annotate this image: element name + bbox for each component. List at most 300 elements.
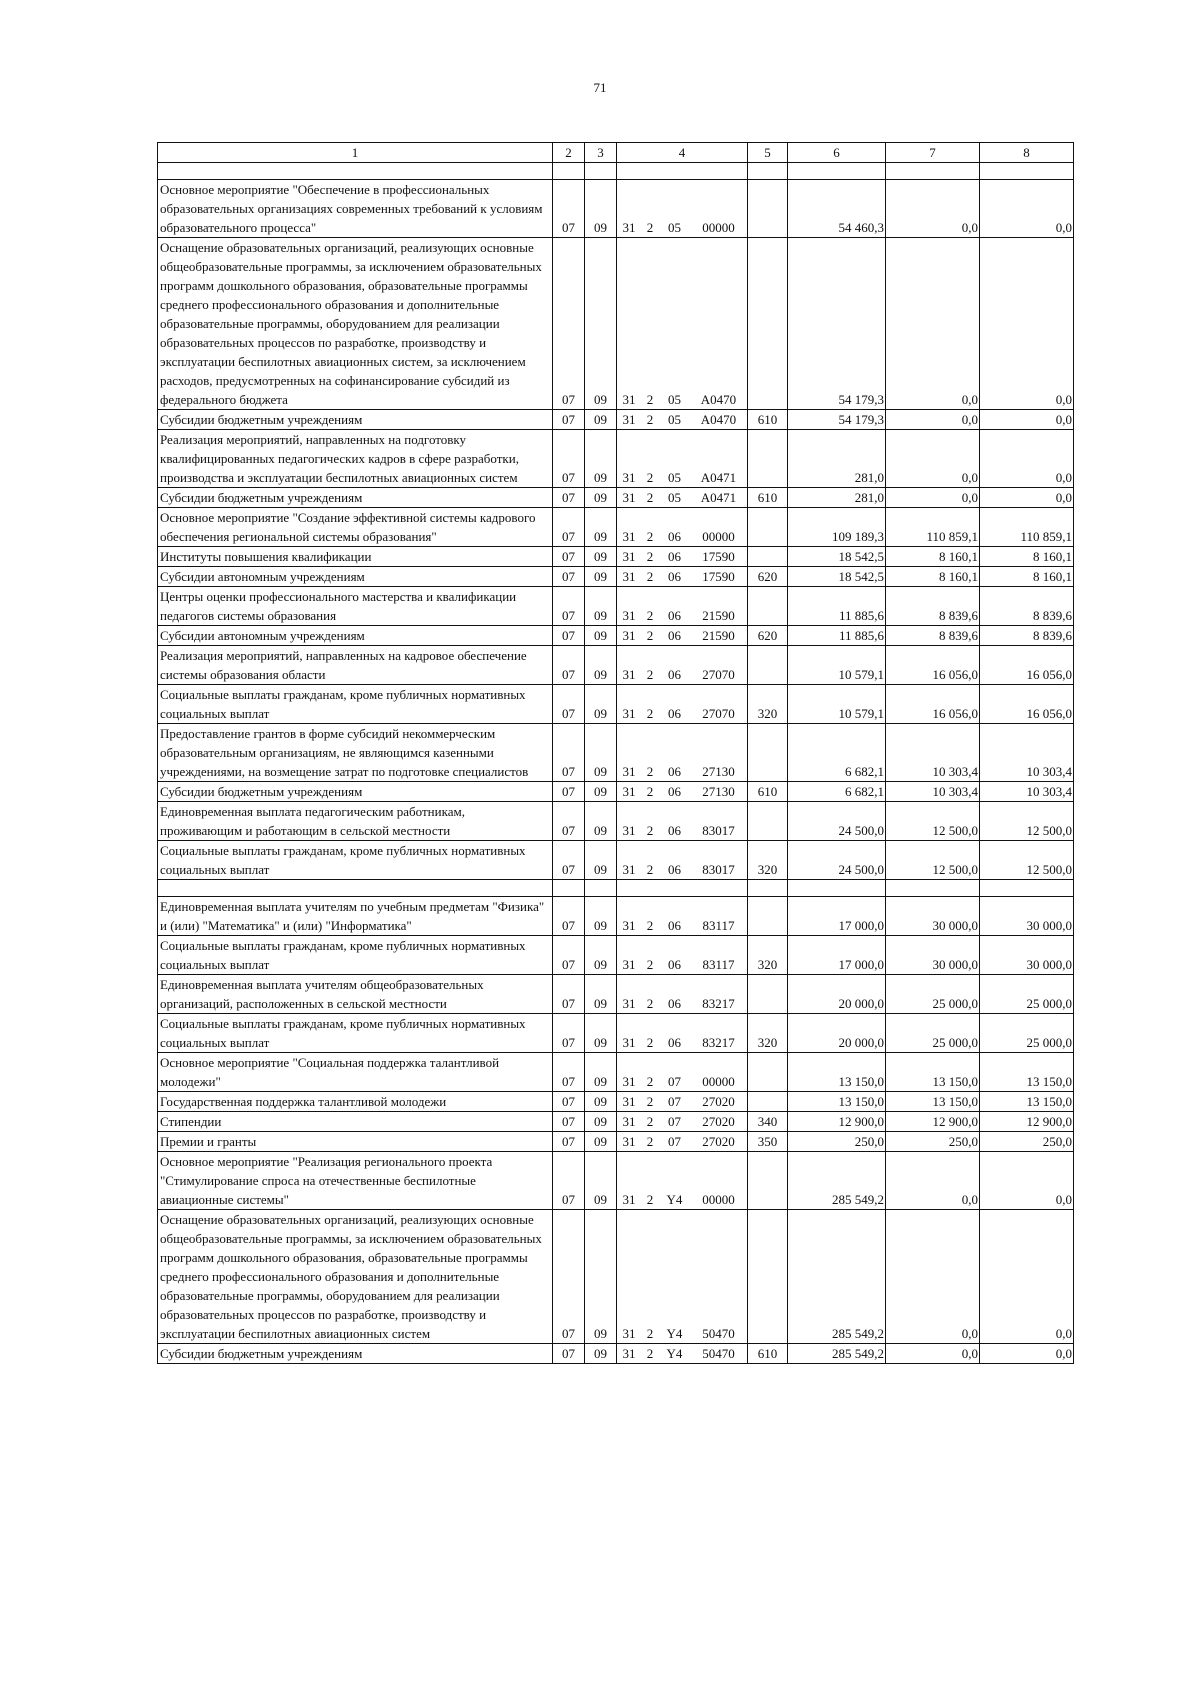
code-part-k2: 2 [646, 1326, 654, 1341]
column-header: 6 [788, 143, 886, 163]
table-row [158, 1014, 1074, 1053]
table-row [158, 975, 1074, 1014]
amount-col-6: 17 000,0 [788, 936, 886, 975]
code-part-k4: 00000 [702, 1192, 735, 1207]
target-article-code [617, 685, 748, 724]
amount-col-7: 13 150,0 [886, 1092, 980, 1112]
code-part-k2: 2 [646, 1074, 654, 1089]
row-name: Субсидии бюджетным учреждениям [158, 488, 553, 508]
code-part-k1: 31 [622, 1074, 636, 1089]
target-article-code [617, 975, 748, 1014]
target-article-code [617, 567, 748, 587]
amount-col-6: 281,0 [788, 488, 886, 508]
section-code: 07 [553, 1053, 585, 1092]
amount-col-8: 8 839,6 [980, 587, 1074, 626]
column-header: 4 [617, 143, 748, 163]
code-part-k1: 31 [622, 1326, 636, 1341]
budget-table [157, 142, 1074, 1364]
code-part-k3: 05 [668, 392, 681, 407]
code-part-k1: 31 [622, 823, 636, 838]
expense-type-code [748, 587, 788, 626]
amount-col-6: 285 549,2 [788, 1344, 886, 1364]
target-article-code [617, 508, 748, 547]
spacer-row [158, 880, 1074, 897]
row-name: Государственная поддержка талантливой молодежи [158, 1092, 553, 1112]
amount-col-8: 8 839,6 [980, 626, 1074, 646]
code-part-k3: 06 [668, 569, 681, 584]
code-part-k2: 2 [646, 470, 654, 485]
code-part-k2: 2 [646, 918, 654, 933]
code-part-k2: 2 [646, 1094, 654, 1109]
table-row [158, 1092, 1074, 1112]
amount-col-8: 0,0 [980, 430, 1074, 488]
row-name: Субсидии автономным учреждениям [158, 567, 553, 587]
column-header: 8 [980, 143, 1074, 163]
subsection-code: 09 [585, 567, 617, 587]
expense-type-code: 320 [748, 936, 788, 975]
target-article-code [617, 1344, 748, 1364]
amount-col-8: 0,0 [980, 1152, 1074, 1210]
code-part-k1: 31 [622, 392, 636, 407]
table-row [158, 238, 1074, 410]
code-part-k3: 05 [668, 490, 681, 505]
row-name: Премии и гранты [158, 1132, 553, 1152]
expense-type-code [748, 508, 788, 547]
table-row [158, 841, 1074, 880]
code-part-k1: 31 [622, 608, 636, 623]
amount-col-6: 285 549,2 [788, 1210, 886, 1344]
code-part-k1: 31 [622, 490, 636, 505]
code-part-k1: 31 [622, 1192, 636, 1207]
code-part-k3: 06 [668, 667, 681, 682]
expense-type-code [748, 547, 788, 567]
table-row [158, 410, 1074, 430]
code-part-k2: 2 [646, 1346, 654, 1361]
amount-col-8: 25 000,0 [980, 975, 1074, 1014]
amount-col-8: 250,0 [980, 1132, 1074, 1152]
code-part-k3: 06 [668, 784, 681, 799]
target-article-code [617, 724, 748, 782]
amount-col-6: 24 500,0 [788, 802, 886, 841]
section-code: 07 [553, 587, 585, 626]
code-part-k2: 2 [646, 490, 654, 505]
amount-col-6: 12 900,0 [788, 1112, 886, 1132]
column-header: 1 [158, 143, 553, 163]
row-name: Основное мероприятие "Создание эффективной системы кадрового обеспечения региональной системы образования" [158, 508, 553, 547]
subsection-code: 09 [585, 975, 617, 1014]
amount-col-7: 110 859,1 [886, 508, 980, 547]
subsection-code: 09 [585, 1014, 617, 1053]
column-header: 3 [585, 143, 617, 163]
subsection-code: 09 [585, 430, 617, 488]
amount-col-7: 10 303,4 [886, 782, 980, 802]
spacer-row [158, 163, 1074, 180]
amount-col-6: 20 000,0 [788, 975, 886, 1014]
code-part-k2: 2 [646, 549, 654, 564]
table-row [158, 897, 1074, 936]
code-part-k4: 17590 [702, 549, 735, 564]
row-name: Центры оценки профессионального мастерства и квалификации педагогов системы образования [158, 587, 553, 626]
amount-col-7: 10 303,4 [886, 724, 980, 782]
section-code: 07 [553, 410, 585, 430]
subsection-code: 09 [585, 410, 617, 430]
row-name: Оснащение образовательных организаций, реализующих основные общеобразовательные программы, за исключением образовательных программ дошкольного образования, образовательные программы среднего профессионального образования и дополнительные образовательные программы, оборудованием для реализации образовательных процессов по разработке, производству и эксплуатации беспилотных авиационных систем, за исключением расходов, предусмотренных на софинансирование субсидий из федерального бюджета [158, 238, 553, 410]
amount-col-7: 0,0 [886, 180, 980, 238]
amount-col-7: 8 839,6 [886, 626, 980, 646]
amount-col-6: 54 179,3 [788, 410, 886, 430]
table-row [158, 936, 1074, 975]
section-code: 07 [553, 841, 585, 880]
row-name: Социальные выплаты гражданам, кроме публичных нормативных социальных выплат [158, 1014, 553, 1053]
code-part-k3: 06 [668, 918, 681, 933]
table-row [158, 1210, 1074, 1344]
code-part-k4: 00000 [702, 1074, 735, 1089]
amount-col-7: 13 150,0 [886, 1053, 980, 1092]
table-row [158, 567, 1074, 587]
code-part-k4: А0471 [700, 470, 737, 485]
code-part-k4: 21590 [702, 628, 735, 643]
amount-col-7: 8 160,1 [886, 567, 980, 587]
amount-col-6: 281,0 [788, 430, 886, 488]
code-part-k1: 31 [622, 706, 636, 721]
amount-col-8: 110 859,1 [980, 508, 1074, 547]
amount-col-7: 0,0 [886, 1344, 980, 1364]
code-part-k4: 27020 [702, 1134, 735, 1149]
code-part-k2: 2 [646, 764, 654, 779]
amount-col-7: 0,0 [886, 1152, 980, 1210]
amount-col-6: 10 579,1 [788, 646, 886, 685]
code-part-k2: 2 [646, 1134, 654, 1149]
target-article-code [617, 626, 748, 646]
row-name: Единовременная выплата учителям общеобразовательных организаций, расположенных в сельской местности [158, 975, 553, 1014]
target-article-code [617, 1152, 748, 1210]
amount-col-8: 10 303,4 [980, 724, 1074, 782]
subsection-code: 09 [585, 1112, 617, 1132]
target-article-code [617, 1112, 748, 1132]
table-row [158, 1132, 1074, 1152]
code-part-k4: 83017 [702, 862, 735, 877]
code-part-k2: 2 [646, 784, 654, 799]
expense-type-code: 320 [748, 685, 788, 724]
code-part-k4: А0470 [700, 412, 737, 427]
subsection-code: 09 [585, 897, 617, 936]
code-part-k4: 50470 [702, 1326, 735, 1341]
amount-col-7: 0,0 [886, 238, 980, 410]
subsection-code: 09 [585, 685, 617, 724]
expense-type-code [748, 975, 788, 1014]
code-part-k2: 2 [646, 996, 654, 1011]
code-part-k2: 2 [646, 823, 654, 838]
section-code: 07 [553, 802, 585, 841]
code-part-k2: 2 [646, 1192, 654, 1207]
amount-col-6: 20 000,0 [788, 1014, 886, 1053]
code-part-k3: 06 [668, 996, 681, 1011]
amount-col-6: 54 179,3 [788, 238, 886, 410]
target-article-code [617, 646, 748, 685]
code-part-k3: 07 [668, 1134, 681, 1149]
code-part-k4: А0471 [700, 490, 737, 505]
expense-type-code [748, 180, 788, 238]
amount-col-8: 0,0 [980, 410, 1074, 430]
budget-table-body [158, 163, 1074, 1364]
row-name: Единовременная выплата учителям по учебным предметам "Физика" и (или) "Математика" и (или) "Информатика" [158, 897, 553, 936]
amount-col-8: 8 160,1 [980, 567, 1074, 587]
expense-type-code: 610 [748, 782, 788, 802]
section-code: 07 [553, 1092, 585, 1112]
section-code: 07 [553, 508, 585, 547]
subsection-code: 09 [585, 1152, 617, 1210]
column-header: 7 [886, 143, 980, 163]
table-row [158, 1152, 1074, 1210]
code-part-k3: Y4 [666, 1326, 683, 1341]
expense-type-code: 350 [748, 1132, 788, 1152]
section-code: 07 [553, 975, 585, 1014]
amount-col-7: 0,0 [886, 488, 980, 508]
section-code: 07 [553, 547, 585, 567]
amount-col-7: 8 160,1 [886, 547, 980, 567]
code-part-k1: 31 [622, 996, 636, 1011]
target-article-code [617, 841, 748, 880]
target-article-code [617, 410, 748, 430]
code-part-k3: 06 [668, 628, 681, 643]
amount-col-7: 12 900,0 [886, 1112, 980, 1132]
subsection-code: 09 [585, 626, 617, 646]
amount-col-7: 16 056,0 [886, 646, 980, 685]
subsection-code: 09 [585, 1092, 617, 1112]
section-code: 07 [553, 626, 585, 646]
table-row [158, 1344, 1074, 1364]
target-article-code [617, 936, 748, 975]
amount-col-8: 0,0 [980, 180, 1074, 238]
code-part-k4: 00000 [702, 529, 735, 544]
target-article-code [617, 430, 748, 488]
amount-col-7: 12 500,0 [886, 841, 980, 880]
amount-col-6: 10 579,1 [788, 685, 886, 724]
subsection-code: 09 [585, 724, 617, 782]
code-part-k1: 31 [622, 628, 636, 643]
code-part-k3: 06 [668, 1035, 681, 1050]
amount-col-6: 285 549,2 [788, 1152, 886, 1210]
row-name: Субсидии бюджетным учреждениям [158, 410, 553, 430]
code-part-k4: 83117 [702, 957, 735, 972]
code-part-k1: 31 [622, 784, 636, 799]
code-part-k3: 06 [668, 549, 681, 564]
code-part-k2: 2 [646, 862, 654, 877]
code-part-k1: 31 [622, 412, 636, 427]
expense-type-code [748, 646, 788, 685]
row-name: Оснащение образовательных организаций, реализующих основные общеобразовательные программы, за исключением образовательных программ дошкольного образования, образовательные программы среднего профессионального образования и дополнительные образовательные программы, оборудованием для реализации образовательных процессов по разработке, производству и эксплуатации беспилотных авиационных систем [158, 1210, 553, 1344]
table-row [158, 430, 1074, 488]
code-part-k4: 50470 [702, 1346, 735, 1361]
code-part-k2: 2 [646, 667, 654, 682]
code-part-k4: 27130 [702, 784, 735, 799]
amount-col-7: 0,0 [886, 1210, 980, 1344]
code-part-k3: 06 [668, 706, 681, 721]
subsection-code: 09 [585, 180, 617, 238]
table-row [158, 724, 1074, 782]
expense-type-code: 320 [748, 841, 788, 880]
code-part-k3: 05 [668, 220, 681, 235]
expense-type-code [748, 897, 788, 936]
subsection-code: 09 [585, 587, 617, 626]
code-part-k1: 31 [622, 470, 636, 485]
amount-col-7: 16 056,0 [886, 685, 980, 724]
subsection-code: 09 [585, 646, 617, 685]
column-header: 2 [553, 143, 585, 163]
subsection-code: 09 [585, 936, 617, 975]
amount-col-6: 24 500,0 [788, 841, 886, 880]
amount-col-8: 0,0 [980, 1210, 1074, 1344]
section-code: 07 [553, 567, 585, 587]
section-code: 07 [553, 238, 585, 410]
code-part-k2: 2 [646, 412, 654, 427]
code-part-k4: 83017 [702, 823, 735, 838]
code-part-k1: 31 [622, 569, 636, 584]
target-article-code [617, 547, 748, 567]
code-part-k1: 31 [622, 220, 636, 235]
section-code: 07 [553, 430, 585, 488]
table-row [158, 626, 1074, 646]
amount-col-8: 30 000,0 [980, 897, 1074, 936]
section-code: 07 [553, 646, 585, 685]
subsection-code: 09 [585, 238, 617, 410]
amount-col-8: 16 056,0 [980, 646, 1074, 685]
row-name: Единовременная выплата педагогическим работникам, проживающим и работающим в сельской местности [158, 802, 553, 841]
expense-type-code: 610 [748, 1344, 788, 1364]
target-article-code [617, 238, 748, 410]
expense-type-code: 620 [748, 626, 788, 646]
row-name: Субсидии бюджетным учреждениям [158, 782, 553, 802]
code-part-k4: 27020 [702, 1114, 735, 1129]
amount-col-7: 30 000,0 [886, 936, 980, 975]
code-part-k1: 31 [622, 1134, 636, 1149]
target-article-code [617, 587, 748, 626]
code-part-k3: 06 [668, 529, 681, 544]
expense-type-code [748, 1152, 788, 1210]
amount-col-7: 25 000,0 [886, 1014, 980, 1053]
target-article-code [617, 488, 748, 508]
code-part-k1: 31 [622, 764, 636, 779]
code-part-k1: 31 [622, 1346, 636, 1361]
row-name: Основное мероприятие "Реализация регионального проекта "Стимулирование спроса на отечественные беспилотные авиационные системы" [158, 1152, 553, 1210]
code-part-k1: 31 [622, 529, 636, 544]
code-part-k4: 17590 [702, 569, 735, 584]
table-row [158, 802, 1074, 841]
code-part-k4: 27070 [702, 667, 735, 682]
amount-col-7: 8 839,6 [886, 587, 980, 626]
code-part-k4: 27130 [702, 764, 735, 779]
amount-col-7: 25 000,0 [886, 975, 980, 1014]
code-part-k3: 06 [668, 862, 681, 877]
amount-col-6: 6 682,1 [788, 724, 886, 782]
expense-type-code [748, 802, 788, 841]
section-code: 07 [553, 685, 585, 724]
expense-type-code [748, 1092, 788, 1112]
row-name: Социальные выплаты гражданам, кроме публичных нормативных социальных выплат [158, 841, 553, 880]
target-article-code [617, 1053, 748, 1092]
code-part-k4: 27020 [702, 1094, 735, 1109]
amount-col-8: 13 150,0 [980, 1092, 1074, 1112]
table-row [158, 488, 1074, 508]
code-part-k1: 31 [622, 862, 636, 877]
row-name: Основное мероприятие "Обеспечение в профессиональных образовательных организациях современных требований к условиям образовательного процесса" [158, 180, 553, 238]
row-name: Субсидии бюджетным учреждениям [158, 1344, 553, 1364]
code-part-k3: 06 [668, 957, 681, 972]
code-part-k3: 05 [668, 412, 681, 427]
table-row [158, 1112, 1074, 1132]
expense-type-code [748, 430, 788, 488]
code-part-k1: 31 [622, 1094, 636, 1109]
code-part-k3: 07 [668, 1094, 681, 1109]
table-row [158, 782, 1074, 802]
section-code: 07 [553, 488, 585, 508]
subsection-code: 09 [585, 1132, 617, 1152]
amount-col-8: 12 500,0 [980, 802, 1074, 841]
section-code: 07 [553, 782, 585, 802]
code-part-k3: 06 [668, 823, 681, 838]
code-part-k3: Y4 [666, 1346, 683, 1361]
target-article-code [617, 802, 748, 841]
amount-col-6: 11 885,6 [788, 626, 886, 646]
code-part-k2: 2 [646, 608, 654, 623]
subsection-code: 09 [585, 1344, 617, 1364]
code-part-k3: 06 [668, 764, 681, 779]
page-number: 71 [593, 80, 607, 95]
amount-col-6: 250,0 [788, 1132, 886, 1152]
code-part-k1: 31 [622, 549, 636, 564]
expense-type-code [748, 238, 788, 410]
amount-col-7: 250,0 [886, 1132, 980, 1152]
section-code: 07 [553, 1344, 585, 1364]
section-code: 07 [553, 180, 585, 238]
column-header: 5 [748, 143, 788, 163]
amount-col-8: 0,0 [980, 488, 1074, 508]
code-part-k2: 2 [646, 220, 654, 235]
amount-col-6: 18 542,5 [788, 547, 886, 567]
amount-col-6: 13 150,0 [788, 1092, 886, 1112]
amount-col-8: 8 160,1 [980, 547, 1074, 567]
row-name: Основное мероприятие "Социальная поддержка талантливой молодежи" [158, 1053, 553, 1092]
amount-col-8: 0,0 [980, 238, 1074, 410]
section-code: 07 [553, 1014, 585, 1053]
table-row [158, 646, 1074, 685]
amount-col-8: 12 500,0 [980, 841, 1074, 880]
row-name: Стипендии [158, 1112, 553, 1132]
amount-col-8: 16 056,0 [980, 685, 1074, 724]
expense-type-code: 340 [748, 1112, 788, 1132]
amount-col-6: 6 682,1 [788, 782, 886, 802]
row-name: Реализация мероприятий, направленных на подготовку квалифицированных педагогических кадров в сфере разработки, производства и эксплуатации беспилотных авиационных систем [158, 430, 553, 488]
column-number-row [158, 143, 1074, 163]
expense-type-code [748, 1053, 788, 1092]
table-row [158, 685, 1074, 724]
row-name: Социальные выплаты гражданам, кроме публичных нормативных социальных выплат [158, 685, 553, 724]
section-code: 07 [553, 1210, 585, 1344]
code-part-k2: 2 [646, 706, 654, 721]
target-article-code [617, 1132, 748, 1152]
section-code: 07 [553, 1152, 585, 1210]
code-part-k2: 2 [646, 957, 654, 972]
code-part-k2: 2 [646, 1114, 654, 1129]
table-row [158, 180, 1074, 238]
amount-col-8: 12 900,0 [980, 1112, 1074, 1132]
subsection-code: 09 [585, 782, 617, 802]
target-article-code [617, 782, 748, 802]
code-part-k2: 2 [646, 628, 654, 643]
code-part-k4: А0470 [700, 392, 737, 407]
amount-col-8: 13 150,0 [980, 1053, 1074, 1092]
code-part-k1: 31 [622, 667, 636, 682]
